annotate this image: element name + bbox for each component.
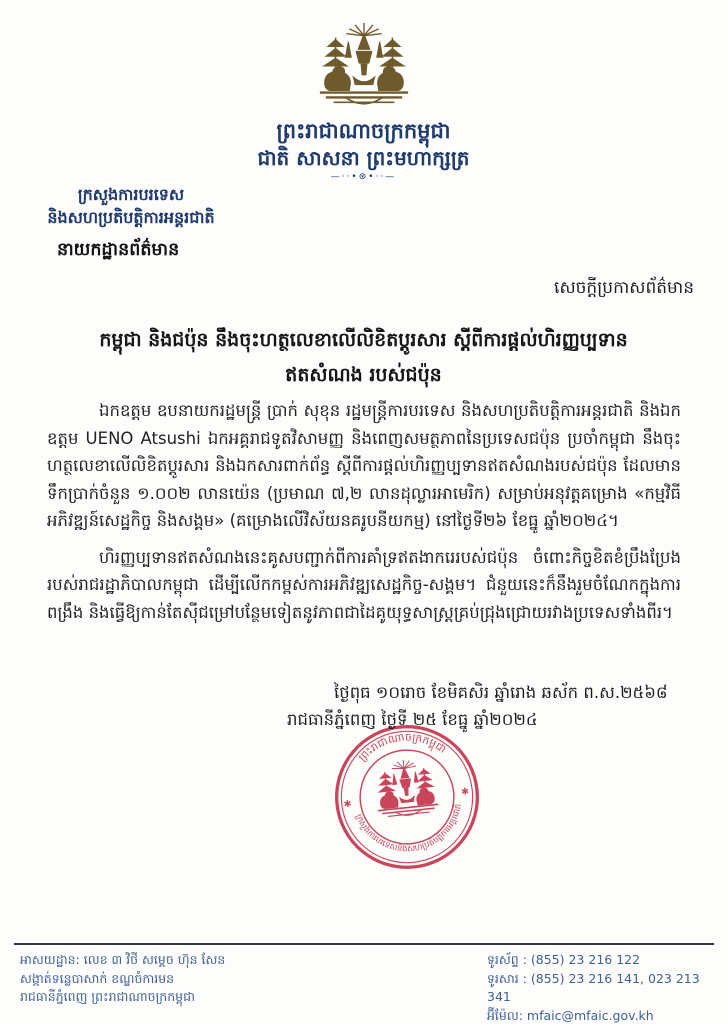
footer-address-line1: អាសយដ្ឋាន: លេខ ៣ វិថី សម្តេច ហ៊ុន សែន xyxy=(20,952,226,967)
stamp-star-right: ✱ xyxy=(460,786,470,799)
lunar-date-line: ថ្ងៃពុធ ១០រោច ខែមិគសិរ ឆ្នាំរោង ឆស័ក ព.ស.២៥៦៨ xyxy=(334,683,668,702)
ministry-name-block xyxy=(24,183,238,229)
document-body xyxy=(47,397,681,729)
stamp-ring-text-top: ព្រះរាជាណាចក្រកម្ពុជា xyxy=(355,730,449,764)
stamp-seal-icon xyxy=(325,715,490,880)
stamp-center-arms-icon xyxy=(373,757,439,819)
body-paragraph-1: ឯកឧត្តម ឧបនាយករដ្ឋមន្ត្រី ប្រាក់ សុខុន រដ្ឋមន្ត្រីការបរទេស និងសហប្រតិបត្តិការអន្តរជាតិ និងឯកឧត្តម UENO Atsushi ឯកអគ្គរាជទូតវិសាមញ្ញ និងពេញសមត្ថភាពនៃប្រទេសជប៉ុន ប្រចាំកម្ពុជា នឹងចុះហត្ថលេខាលើលិខិតប្តូរសារ និងឯកសារពាក់ព័ន្ធ ស្តីពីការផ្តល់ហិរញ្ញប្បទានឥតសំណងរបស់ជប៉ុន ដែលមានទឹកប្រាក់ចំនួន ១.០០២ លានយ៉េន (ប្រមាណ ៧,២ លានដុល្លារអាមេរិក) សម្រាប់អនុវត្តគម្រោង «កម្មវិធីអភិវឌ្ឍន៍សេដ្ឋកិច្ច និងសង្គម» (គម្រោងលើវិស័យនគរូបនីយកម្ម) នៅថ្ងៃទី២៦ ខែធ្នូ ឆ្នាំ២០២៤។ xyxy=(47,401,681,530)
footer-address-line3: រាជធានីភ្នំពេញ ព្រះរាជាណាចក្រកម្ពុជា xyxy=(20,989,195,1004)
document-title xyxy=(0,323,727,393)
press-release-label: សេចក្ដីប្រកាសព័ត៌មាន xyxy=(554,278,694,298)
footer-email-line: អ៊ីម៉ែល: mfaic@mfaic.gov.kh xyxy=(487,1007,654,1023)
ministry-name-line2: និងសហប្រតិបត្តិការអន្តរជាតិ xyxy=(47,208,215,227)
gregorian-date-line: រាជធានីភ្នំពេញ ថ្ងៃទី ២៥ ខែធ្នូ ឆ្នាំ២០២៤ xyxy=(287,710,538,729)
footer-phone-line: ទូរស័ព្ទ : (855) 23 216 122 xyxy=(487,952,641,967)
department-name: នាយកដ្ឋានព័ត៌មាន xyxy=(57,240,180,260)
ministry-name-line1: ក្រសួងការបរទេស xyxy=(77,185,185,204)
footer-fax-line: ទូរសារ : (855) 23 216 141, 023 213 341 xyxy=(487,970,700,1004)
stamp-ring-text-bottom: ក្រសួងការបរទេសនិងសហប្រតិបត្តិការអន្តរជាតិ xyxy=(353,802,463,854)
official-red-stamp xyxy=(325,715,490,880)
footer-contact-block xyxy=(487,951,727,1024)
document-title-line2: ឥតសំណង របស់ជប៉ុន xyxy=(285,364,442,386)
footer-address-line2: សង្កាត់ទន្លេបាសាក់ ខណ្ឌចំការមន xyxy=(20,970,175,986)
body-paragraph-2: ហិរញ្ញប្បទានឥតសំណងនេះគូសបញ្ជាក់ពីការគាំទ្រឥតងាករេរបស់ជប៉ុន ចំពោះកិច្ចខិតខំប្រឹងប្រែងរបស់រាជរដ្ឋាភិបាលកម្ពុជា ដើម្បីលើកកម្ពស់ការអភិវឌ្ឍសេដ្ឋកិច្ច-សង្គម។ ជំនួយនេះក៏នឹងរួមចំណែកក្នុងការពង្រឹង និងធ្វើឱ្យកាន់តែស៊ីជម្រៅបន្ថែមទៀតនូវភាពជាដៃគូយុទ្ធសាស្ត្រគ្រប់ជ្រុងជ្រោយរវាងប្រទេសទាំងពីរ។ xyxy=(47,547,681,622)
national-motto: ជាតិ សាសនា ព្រះមហាក្សត្រ xyxy=(257,146,470,170)
document-title-line1: កម្ពុជា និងជប៉ុន នឹងចុះហត្ថលេខាលើលិខិតប្តូរសារ ស្តីពីការផ្តល់ហិរញ្ញប្បទាន xyxy=(99,329,628,351)
royal-coat-of-arms-icon xyxy=(296,20,432,118)
kingdom-title: ព្រះរាជាណាចក្រកម្ពុជា xyxy=(276,119,451,143)
footer-address-block xyxy=(20,951,225,1007)
ornament-divider: —··•⊛•··— xyxy=(330,172,397,182)
footer-divider-rule xyxy=(14,943,714,945)
stamp-star-left: ✱ xyxy=(343,798,353,811)
